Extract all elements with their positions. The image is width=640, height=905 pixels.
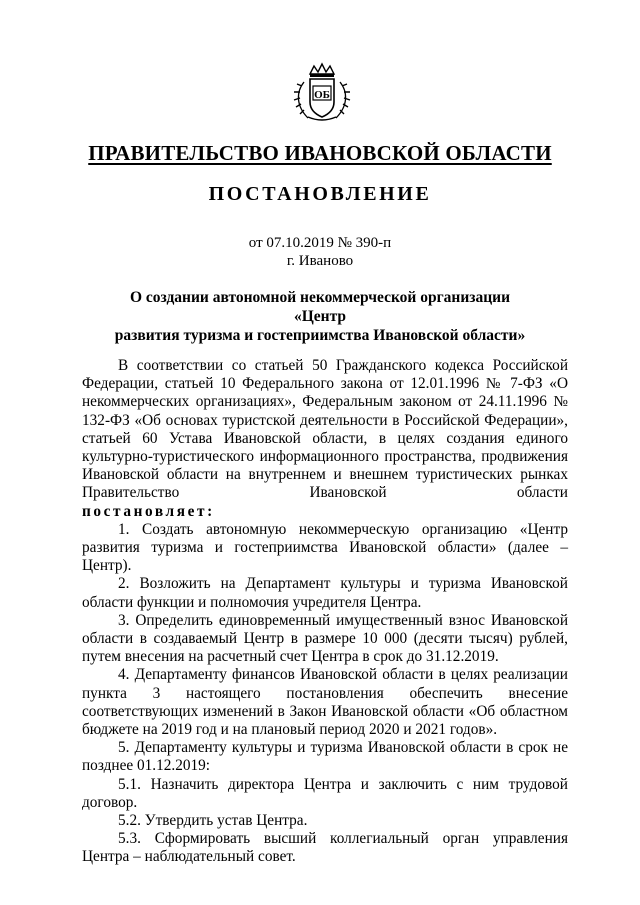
- government-title: ПРАВИТЕЛЬСТВО ИВАНОВСКОЙ ОБЛАСТИ: [88, 141, 552, 165]
- subject-line-1: О создании автономной некоммерческой организации «Центр: [129, 289, 511, 325]
- item-4: 4. Департаменту финансов Ивановской области в целях реализации пункта 3 настоящего постановления обеспечить внесение соответствующих изменений в Закон Ивановской области «Об областном бюджете на 2019 год и на плановый период 2020 и 2021 годов».: [82, 666, 568, 739]
- item-5-3: 5.3. Сформировать высший коллегиальный орган управления Центра – наблюдательный совет.: [82, 830, 568, 866]
- city: г. Иваново: [286, 253, 354, 269]
- document-subject: [110, 288, 530, 345]
- item-1: 1. Создать автономную некоммерческую организацию «Центр развития туризма и гостеприимства Ивановской области» (далее – Центр).: [82, 520, 568, 575]
- preamble: В соответствии со статьей 50 Гражданского кодекса Российской Федерации, статьей 10 Федерального закона от 12.01.1996 № 7-ФЗ «О некоммерческих организациях», Федеральным законом от 24.11.1996 № 132-ФЗ «Об основах туристской деятельности в Российской Федерации», статьей 60 Устава Ивановской области, в целях создания единого культурно-туристического информационного пространства, продвижения Ивановской области на внутреннем и внешнем туристических рынках Правительство Ивановской области: [82, 357, 568, 502]
- coat-of-arms-icon: [290, 62, 354, 124]
- item-5-2: 5.2. Утвердить устав Центра.: [118, 812, 308, 830]
- coat-of-arms-graphic: [290, 62, 354, 124]
- document-body: [82, 357, 568, 867]
- document-type: ПОСТАНОВЛЕНИЕ: [208, 183, 432, 205]
- item-5: 5. Департаменту культуры и туризма Ивановской области в срок не позднее 01.12.2019:: [82, 739, 568, 775]
- decree-verb: постановляет:: [82, 502, 215, 520]
- date-number: от 07.10.2019 № 390-п: [248, 235, 392, 251]
- subject-line-2: развития туризма и гостеприимства Ивановской области»: [114, 327, 526, 344]
- item-5-1: 5.1. Назначить директора Центра и заключить с ним трудовой договор.: [82, 775, 568, 811]
- decree-verb-line: [82, 503, 568, 521]
- item-3: 3. Определить единовременный имущественный взнос Ивановской области в создаваемый Центр в размере 10 000 (десяти тысяч) рублей, путем внесения на расчетный счет Центра в срок до 31.12.2019.: [82, 611, 568, 666]
- emblem-letters: ОБ: [314, 89, 330, 101]
- item-2: 2. Возложить на Департамент культуры и туризма Ивановской области функции и полномочия учредителя Центра.: [82, 575, 568, 611]
